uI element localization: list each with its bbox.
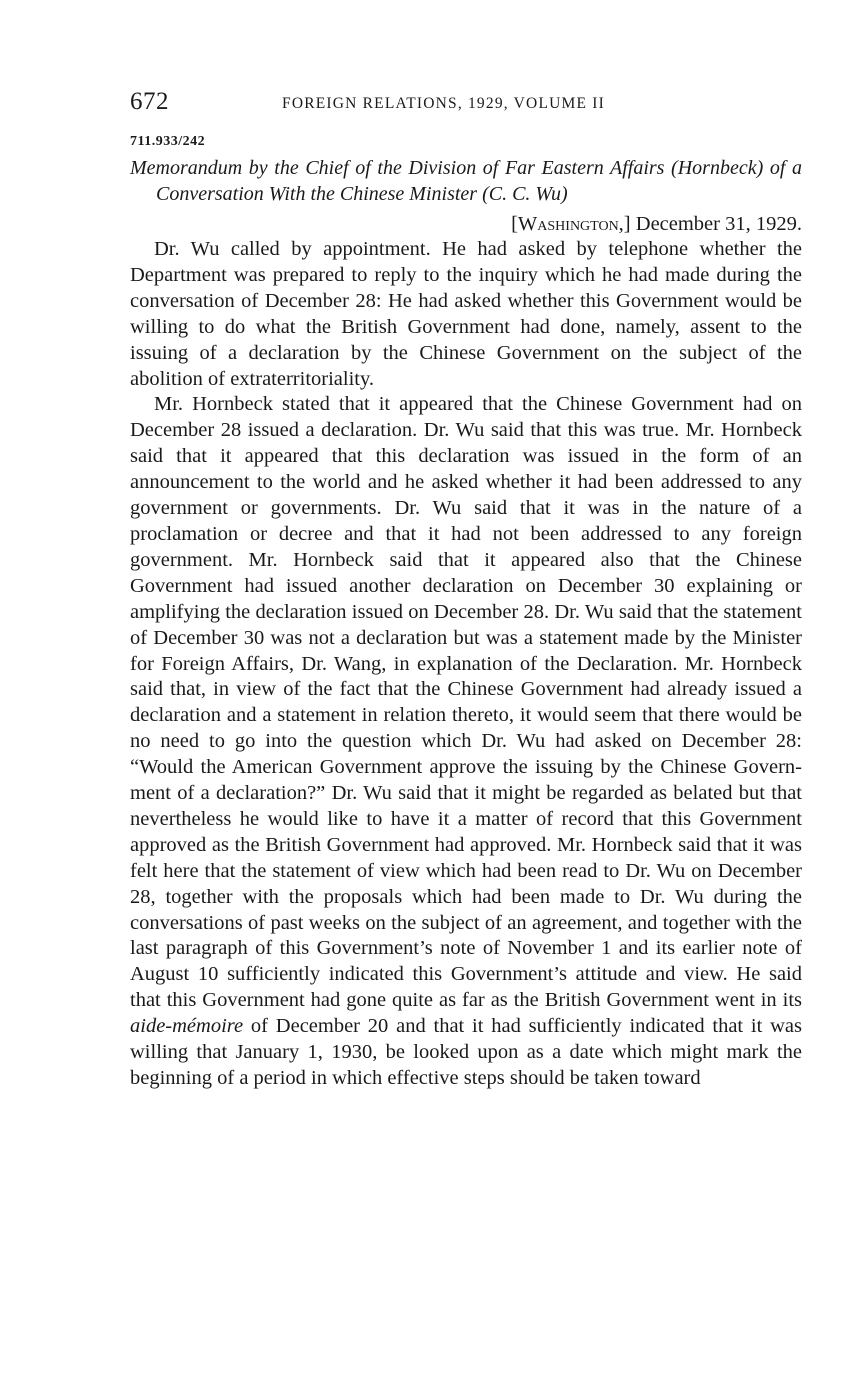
document-heading: Memorandum by the Chief of the Division of Far Eastern Affairs (Hornbeck) of a Conversation With the Chinese Minister (C. C. Wu) — [130, 157, 802, 205]
paragraph-2-continuation: of December 20 and that it had sufficiently indicated that it was willing that January 1, 1930, be looked upon as a date which might mark the beginning of a period in which effective steps should be taken toward — [130, 1015, 803, 1089]
file-number: 711.933/242 — [130, 134, 206, 149]
paragraph-2-text: Mr. Hornbeck stated that it appeared that the Chinese Government had on December 28 issued a declaration. Dr. Wu said that this was true. Mr. Hornbeck said that it appeared that this declaration was issued in the form of an announcement to the world and he asked whether it had been addressed to any government or governments. Dr. Wu said that it was in the nature of a proclamation or decree and that it had not been addressed to any foreign government. Mr. Hornbeck said that it appeared also that the Chinese Government had issued another declaration on December 30 explaining or amplifying the declaration issued on December 28. Dr. Wu said that the statement of December 30 was not a declaration but was a statement made by the Minister for Foreign Affairs, Dr. Wang, in explanation of the Declaration. Mr. Hornbeck said that, in view of the fact that the Chinese Government had already issued a declaration and a statement in relation thereto, it would seem that there would be no need to go into the question which Dr. Wu had asked on December 28: “Would the American Government approve the issuing by the Chinese Government of a declaration?” Dr. Wu said that it might be regarded as belated but that nevertheless he would like to have it a matter of record that this Government approved as the British Government had approved. Mr. Hornbeck said that it was felt here that the statement of view which had been read to Dr. Wu on December 28, together with the proposals which had been made to Dr. Wu during the conversations of past weeks on the subject of an agreement, and together with the last paragraph of this Government’s note of November 1 and its earlier note of August 10 sufficiently indicated this Government’s attitude and view. He said that this Government had gone quite as far as the British Government went in its — [130, 393, 802, 1012]
paragraph-1: Dr. Wu called by appointment. He had asked by telephone whether the Department was prepared to reply to the inquiry which he had made during the conversation of December 28: He had asked whether this Government would be willing to do what the British Government had done, namely, assent to the issuing of a declaration by the Chinese Government on the subject of the abolition of extraterritoriality. — [130, 238, 802, 390]
italic-term: aide-mémoire — [130, 1015, 244, 1038]
page-number: 672 — [130, 88, 169, 115]
dateline-date: December 31, 1929. — [635, 213, 802, 235]
paragraph-2 — [130, 392, 802, 1091]
running-title: FOREIGN RELATIONS, 1929, VOLUME II — [282, 95, 605, 112]
running-head — [130, 88, 802, 118]
document-page — [130, 88, 802, 1092]
dateline — [130, 211, 802, 237]
dateline-place: [Washington,] — [511, 213, 631, 235]
